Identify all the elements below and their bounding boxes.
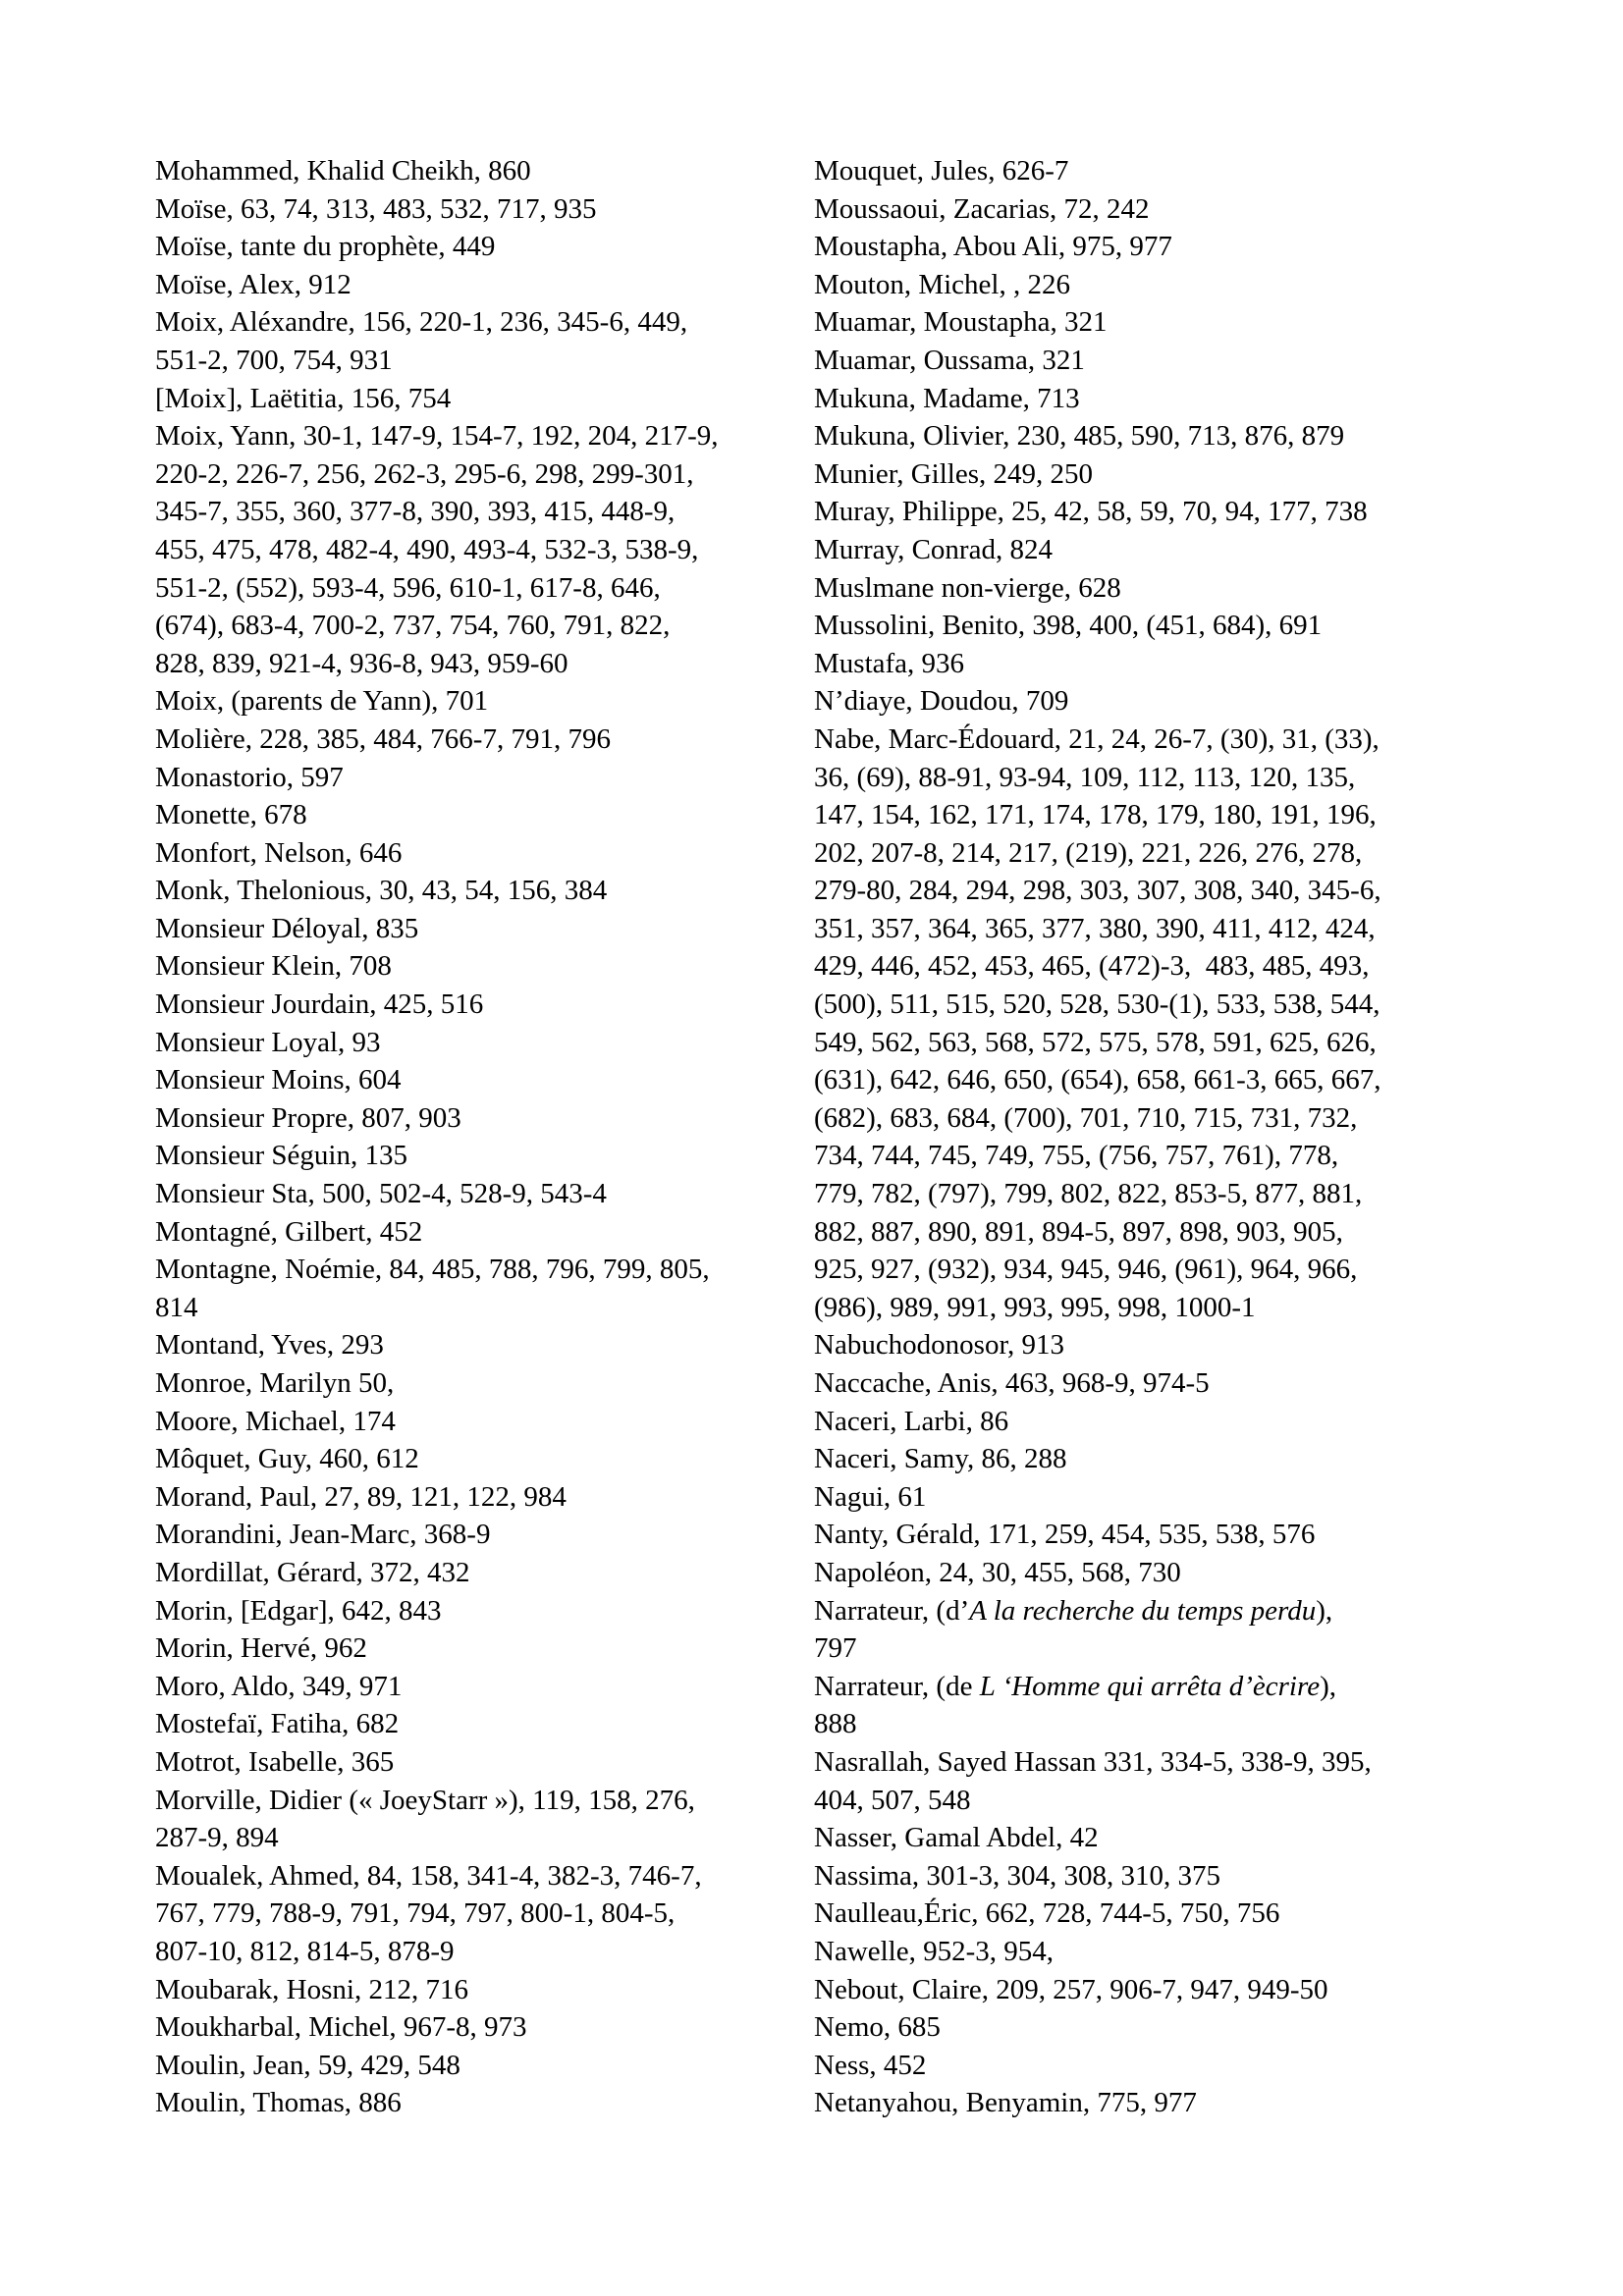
index-entry: Morville, Didier (« JoeyStarr »), 119, 158, 276, [155, 1784, 695, 1816]
index-entry: Mussolini, Benito, 398, 400, (451, 684), 691 [814, 610, 1323, 642]
index-entry: Muray, Philippe, 25, 42, 58, 59, 70, 94, 177, 738 [814, 496, 1368, 528]
index-entry: Nanty, Gérald, 171, 259, 454, 535, 538, 576 [814, 1519, 1316, 1551]
index-entry: Montagné, Gilbert, 452 [155, 1215, 423, 1248]
index-entry: Morandini, Jean-Marc, 368-9 [155, 1519, 491, 1551]
index-entry: Monsieur Klein, 708 [155, 950, 392, 983]
entry-suffix: ), [1320, 1670, 1336, 1702]
index-entry: Naccache, Anis, 463, 968-9, 974-5 [814, 1367, 1210, 1399]
index-entry: 551-2, 700, 754, 931 [155, 344, 393, 376]
index-entry: Moulin, Thomas, 886 [155, 2087, 402, 2119]
index-entry: Naceri, Samy, 86, 288 [814, 1443, 1067, 1475]
index-entry: Morand, Paul, 27, 89, 121, 122, 984 [155, 1480, 567, 1513]
index-entry: Moulin, Jean, 59, 429, 548 [155, 2049, 460, 2081]
index-entry: 779, 782, (797), 799, 802, 822, 853-5, 877, 881, [814, 1178, 1363, 1210]
index-entry: Moïse, tante du prophète, 449 [155, 231, 496, 263]
index-entry: Moukharbal, Michel, 967-8, 973 [155, 2011, 527, 2044]
index-entry: 36, (69), 88-91, 93-94, 109, 112, 113, 120, 135, [814, 761, 1356, 793]
index-entry: Nabuchodonosor, 913 [814, 1329, 1064, 1362]
index-entry: Murray, Conrad, 824 [814, 533, 1053, 565]
entry-prefix: Narrateur, (d’ [814, 1594, 970, 1627]
index-entry: 767, 779, 788-9, 791, 794, 797, 800-1, 804-5, [155, 1897, 676, 1930]
index-entry: 404, 507, 548 [814, 1784, 971, 1816]
index-entry: 345-7, 355, 360, 377-8, 390, 393, 415, 448-9, [155, 496, 676, 528]
index-entry: Moualek, Ahmed, 84, 158, 341-4, 382-3, 746-7, [155, 1859, 702, 1892]
book-title: A la recherche du temps perdu [969, 1594, 1317, 1627]
index-entry: Monsieur Jourdain, 425, 516 [155, 988, 484, 1021]
index-entries-before [814, 152, 1501, 1592]
index-entry: 429, 446, 452, 453, 465, (472)-3, 483, 485, 493, [814, 950, 1370, 983]
index-entry: 351, 357, 364, 365, 377, 380, 390, 411, 412, 424, [814, 912, 1376, 944]
index-entry: Nassima, 301-3, 304, 308, 310, 375 [814, 1859, 1221, 1892]
index-entry: Motrot, Isabelle, 365 [155, 1745, 395, 1778]
index-entry: Mustafa, 936 [814, 647, 965, 679]
index-entry: N’diaye, Doudou, 709 [814, 685, 1069, 718]
index-entry: Muamar, Oussama, 321 [814, 344, 1085, 376]
index-entry: Mohammed, Khalid Cheikh, 860 [155, 155, 531, 187]
index-entry: Molière, 228, 385, 484, 766-7, 791, 796 [155, 722, 611, 755]
index-entry: Moix, Aléxandre, 156, 220-1, 236, 345-6, 449, [155, 306, 688, 339]
index-entry: (631), 642, 646, 650, (654), 658, 661-3, 665, 667, [814, 1064, 1381, 1096]
index-entry: Monk, Thelonious, 30, 43, 54, 156, 384 [155, 875, 608, 907]
index-entries-after [814, 1743, 1501, 2122]
index-entry: Montand, Yves, 293 [155, 1329, 384, 1362]
index-entry: Morin, [Edgar], 642, 843 [155, 1594, 442, 1627]
entry-prefix: Narrateur, (de [814, 1670, 980, 1702]
index-entry-narrateur-proust-pages: 797 [814, 1632, 857, 1665]
index-entry: Morin, Hervé, 962 [155, 1632, 367, 1665]
book-title: L ‘Homme qui arrêta d’ècrire [979, 1670, 1321, 1702]
index-entry-narrateur-proust [814, 1592, 1501, 1630]
entry-suffix: ), [1316, 1594, 1333, 1627]
index-entry: Monastorio, 597 [155, 761, 344, 793]
index-entry: Moubarak, Hosni, 212, 716 [155, 1973, 468, 2005]
index-entry: 220-2, 226-7, 256, 262-3, 295-6, 298, 299-301, [155, 457, 694, 490]
index-entry: 925, 927, (932), 934, 945, 946, (961), 964, 966, [814, 1254, 1358, 1286]
index-entry: 882, 887, 890, 891, 894-5, 897, 898, 903, 905, [814, 1215, 1343, 1248]
index-entry: Nemo, 685 [814, 2011, 941, 2044]
index-entry: Mukuna, Madame, 713 [814, 382, 1080, 414]
index-entry: Mordillat, Gérard, 372, 432 [155, 1556, 470, 1588]
index-entry: 202, 207-8, 214, 217, (219), 221, 226, 276, 278, [814, 836, 1363, 869]
index-entry: (986), 989, 991, 993, 995, 998, 1000-1 [814, 1291, 1256, 1323]
index-column-right [814, 152, 1501, 2122]
index-entry: Monroe, Marilyn 50, [155, 1367, 395, 1399]
index-entry: Munier, Gilles, 249, 250 [814, 457, 1093, 490]
index-entry: Môquet, Guy, 460, 612 [155, 1443, 419, 1475]
index-entry: Mouton, Michel, , 226 [814, 268, 1070, 300]
index-entry: Moix, (parents de Yann), 701 [155, 685, 489, 718]
index-entry: Monsieur Séguin, 135 [155, 1140, 407, 1172]
index-entry: Moussaoui, Zacarias, 72, 242 [814, 192, 1150, 225]
index-entry: Monette, 678 [155, 799, 307, 831]
index-entry: 279-80, 284, 294, 298, 303, 307, 308, 340, 345-6, [814, 875, 1381, 907]
index-entry: Monsieur Propre, 807, 903 [155, 1101, 461, 1134]
index-entry: Mukuna, Olivier, 230, 485, 590, 713, 876, 879 [814, 420, 1345, 453]
index-entry: Moore, Michael, 174 [155, 1405, 396, 1437]
index-entry: Nawelle, 952-3, 954, [814, 1935, 1055, 1967]
index-entry: Nasser, Gamal Abdel, 42 [814, 1822, 1099, 1854]
index-entry: Netanyahou, Benyamin, 775, 977 [814, 2087, 1197, 2119]
index-entry: Moro, Aldo, 349, 971 [155, 1670, 403, 1702]
index-entry-narrateur-homme-pages: 888 [814, 1708, 857, 1740]
index-entry: Muamar, Moustapha, 321 [814, 306, 1108, 339]
index-entry: 549, 562, 563, 568, 572, 575, 578, 591, 625, 626, [814, 1026, 1377, 1058]
index-entry: Moïse, Alex, 912 [155, 268, 352, 300]
index-entry: Napoléon, 24, 30, 455, 568, 730 [814, 1556, 1181, 1588]
index-entry: Nabe, Marc-Édouard, 21, 24, 26-7, (30), 31, (33), [814, 722, 1380, 755]
index-entry: Monsieur Déloyal, 835 [155, 912, 419, 944]
index-entry: 814 [155, 1291, 198, 1323]
index-entry: Monsieur Loyal, 93 [155, 1026, 381, 1058]
index-entry: Mostefaï, Fatiha, 682 [155, 1708, 400, 1740]
index-entry: 551-2, (552), 593-4, 596, 610-1, 617-8, 646, [155, 571, 661, 604]
index-entry: 287-9, 894 [155, 1822, 279, 1854]
index-entry: Naulleau,Éric, 662, 728, 744-5, 750, 756 [814, 1897, 1280, 1930]
index-entry: Monsieur Sta, 500, 502-4, 528-9, 543-4 [155, 1178, 607, 1210]
index-entry: 734, 744, 745, 749, 755, (756, 757, 761), 778, [814, 1140, 1339, 1172]
index-entry: Monsieur Moins, 604 [155, 1064, 402, 1096]
index-entry: (500), 511, 515, 520, 528, 530-(1), 533, 538, 544, [814, 988, 1380, 1021]
index-entry: Ness, 452 [814, 2049, 927, 2081]
index-entry: Nebout, Claire, 209, 257, 906-7, 947, 949-50 [814, 1973, 1328, 2005]
index-entry: Monfort, Nelson, 646 [155, 836, 403, 869]
index-entry: [Moix], Laëtitia, 156, 754 [155, 382, 452, 414]
index-entry: (682), 683, 684, (700), 701, 710, 715, 731, 732, [814, 1101, 1358, 1134]
index-entry: Nasrallah, Sayed Hassan 331, 334-5, 338-9, 395, [814, 1745, 1372, 1778]
index-entry: Moix, Yann, 30-1, 147-9, 154-7, 192, 204, 217-9, [155, 420, 719, 453]
index-entry: 147, 154, 162, 171, 174, 178, 179, 180, 191, 196, [814, 799, 1377, 831]
index-entry: Muslmane non-vierge, 628 [814, 571, 1121, 604]
index-entry: 807-10, 812, 814-5, 878-9 [155, 1935, 455, 1967]
index-entry: (674), 683-4, 700-2, 737, 754, 760, 791, 822, [155, 610, 671, 642]
index-entry: 828, 839, 921-4, 936-8, 943, 959-60 [155, 647, 568, 679]
index-entry: Naceri, Larbi, 86 [814, 1405, 1009, 1437]
index-entry: 455, 475, 478, 482-4, 490, 493-4, 532-3, 538-9, [155, 533, 699, 565]
index-entry-narrateur-homme [814, 1668, 1501, 1706]
index-column-left [155, 152, 823, 2122]
index-entry: Mouquet, Jules, 626-7 [814, 155, 1069, 187]
index-entry: Moïse, 63, 74, 313, 483, 532, 717, 935 [155, 192, 597, 225]
index-entry: Montagne, Noémie, 84, 485, 788, 796, 799, 805, [155, 1254, 710, 1286]
index-entry: Moustapha, Abou Ali, 975, 977 [814, 231, 1172, 263]
index-entry: Nagui, 61 [814, 1480, 927, 1513]
